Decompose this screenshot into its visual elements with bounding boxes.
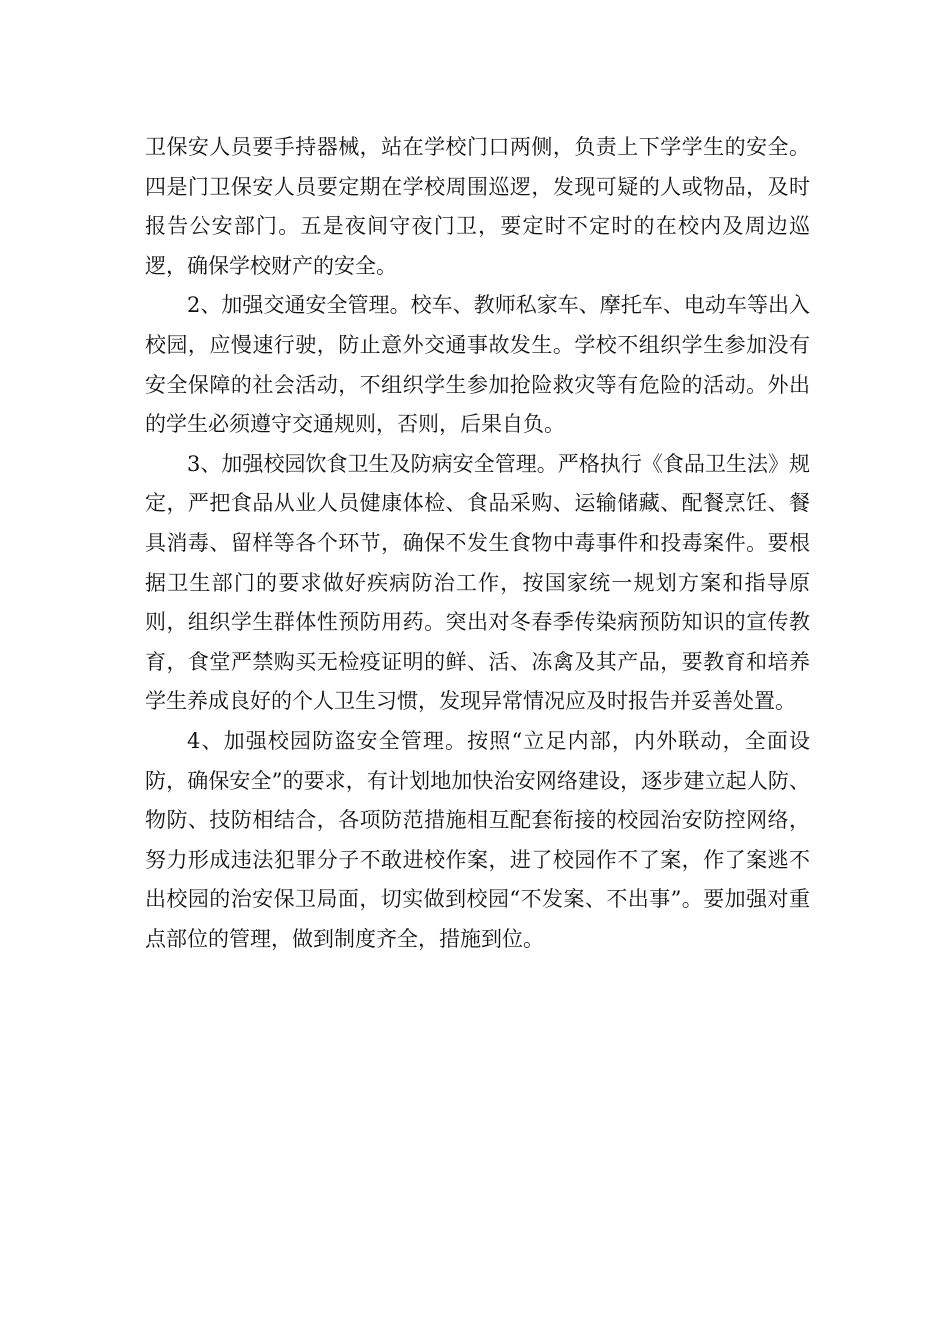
document-page [145,128,810,959]
paragraph-continuation: 卫保安人员要手持器械，站在学校门口两侧，负责上下学学生的安全。四是门卫保安人员要定期在学校周围巡逻，发现可疑的人或物品，及时报告公安部门。五是夜间守夜门卫，要定时不定时的在校内及周边巡逻，确保学校财产的安全。 [145,135,810,278]
paragraph-traffic-safety: 2、加强交通安全管理。校车、教师私家车、摩托车、电动车等出入校园，应慢速行驶，防止意外交通事故发生。学校不组织学生参加没有安全保障的社会活动，不组织学生参加抢险救灾等有危险的活动。外出的学生必须遵守交通规则，否则，后果自负。 [145,293,810,437]
paragraph-food-hygiene: 3、加强校园饮食卫生及防病安全管理。严格执行《食品卫生法》规定，严把食品从业人员健康体检、食品采购、运输储藏、配餐烹饪、餐具消毒、留样等各个环节，确保不发生食物中毒事件和投毒案件。要根据卫生部门的要求做好疾病防治工作，按国家统一规划方案和指导原则，组织学生群体性预防用药。突出对冬春季传染病预防知识的宣传教育，食堂严禁购买无检疫证明的鲜、活、冻禽及其产品，要教育和培养学生养成良好的个人卫生习惯，发现异常情况应及时报告并妥善处置。 [145,451,810,714]
paragraph-theft-prevention: 4、加强校园防盗安全管理。按照“立足内部，内外联动，全面设防，确保安全”的要求，有计划地加快治安网络建设，逐步建立起人防、物防、技防相结合，各项防范措施相互配套衔接的校园治安防控网络，努力形成违法犯罪分子不敢进校作案，进了校园作不了案，作了案逃不出校园的治安保卫局面，切实做到校园“不发案、不出事”。要加强对重点部位的管理，做到制度齐全，措施到位。 [145,728,810,951]
